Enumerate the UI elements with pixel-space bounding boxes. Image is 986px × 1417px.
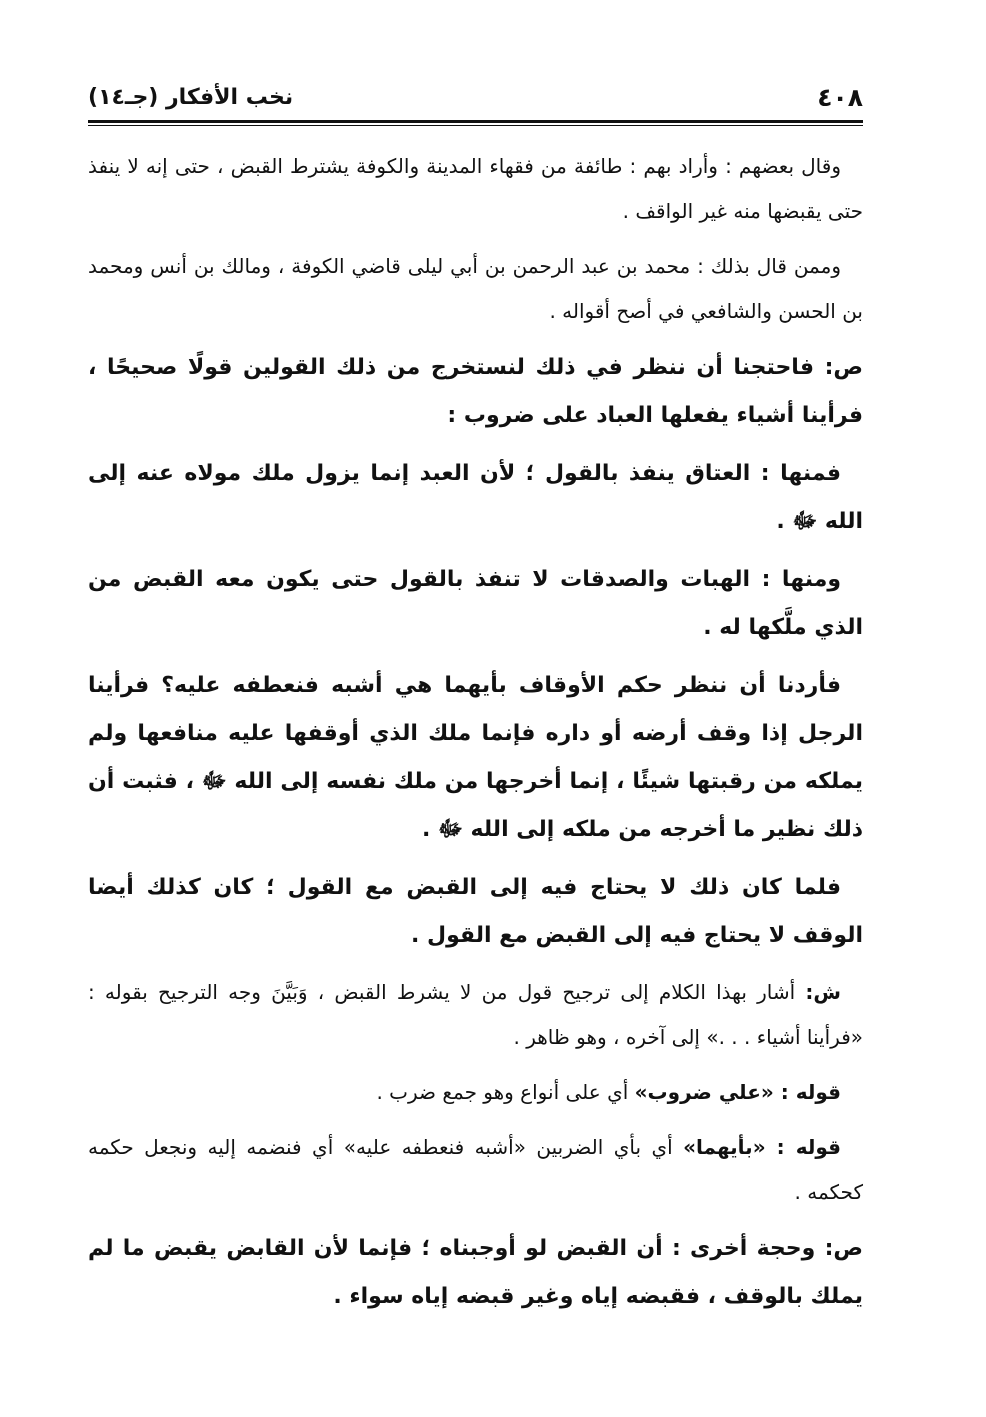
paragraph-text: فلما كان ذلك لا يحتاج فيه إلى القبض مع القول ؛ كان كذلك أيضا الوقف لا يحتاج فيه إلى القبض مع القول . [88,875,863,948]
page-number: ٤٠٨ [817,83,863,112]
paragraph-10 [88,1125,863,1215]
paragraph-1 [88,144,863,234]
paragraph-text: ص: وحجة أخرى : أن القبض لو أوجبناه ؛ فإنما لأن القابض يقبض ما لم يملك بالوقف ، فقبضه إياه وغير قبضه إياه سواء . [88,1236,863,1309]
paragraph-2 [88,244,863,334]
paragraph-11 [88,1225,863,1321]
paragraph-text: فمنها : العتاق ينفذ بالقول ؛ لأن العبد إنما يزول ملك مولاه عنه إلى الله ﷻ . [88,461,863,534]
quoted-phrase: قوله : «بأيهما» [683,1135,841,1159]
paragraph-4 [88,450,863,546]
body-text [88,144,863,1321]
paragraph-9 [88,1070,863,1115]
paragraph-5 [88,556,863,652]
commentary-marker: ش: [805,980,841,1004]
page-header [88,78,863,118]
header-rule-thin [88,125,863,126]
document-page [88,78,863,1331]
paragraph-text: أي على أنواع وهو جمع ضرب . [376,1080,635,1104]
header-rule-thick [88,120,863,123]
paragraph-text: ص: فاحتجنا أن ننظر في ذلك لنستخرج من ذلك القولين قولًا صحيحًا ، فرأينا أشياء يفعلها العباد على ضروب : [88,355,863,428]
quoted-phrase: قوله : «علي ضروب» [634,1080,841,1104]
paragraph-6 [88,662,863,854]
paragraph-text: فأردنا أن ننظر حكم الأوقاف بأيهما هي أشبه فنعطفه عليه؟ فرأينا الرجل إذا وقف أرضه أو داره فإنما ملك الذي أوقفها عليه منافعها ولم يملكه من رقبتها شيئًا ، إنما أخرجها من ملك نفسه إلى الله ﷻ ، فثبت أن ذلك نظير ما أخرجه من ملكه إلى الله ﷻ . [88,673,863,842]
paragraph-text: أشار بهذا الكلام إلى ترجيح قول من لا يشرط القبض ، وَبَيَّنَ وجه الترجيح بقوله : «فرأينا أشياء . . .» إلى آخره ، وهو ظاهر . [88,980,863,1049]
paragraph-8 [88,970,863,1060]
paragraph-7 [88,864,863,960]
paragraph-text: وممن قال بذلك : محمد بن عبد الرحمن بن أبي ليلى قاضي الكوفة ، ومالك بن أنس ومحمد بن الحسن والشافعي في أصح أقواله . [88,254,863,323]
paragraph-text: أي بأي الضربين «أشبه فنعطفه عليه» أي فنضمه إليه ونجعل حكمه كحكمه . [88,1135,863,1204]
running-title: نخب الأفكار (جـ١٤) [88,85,294,110]
paragraph-3 [88,344,863,440]
paragraph-text: وقال بعضهم : وأراد بهم : طائفة من فقهاء المدينة والكوفة يشترط القبض ، حتى إنه لا ينفذ حتى يقبضها منه غير الواقف . [88,154,863,223]
paragraph-text: ومنها : الهبات والصدقات لا تنفذ بالقول حتى يكون معه القبض من الذي ملَّكها له . [88,567,863,640]
